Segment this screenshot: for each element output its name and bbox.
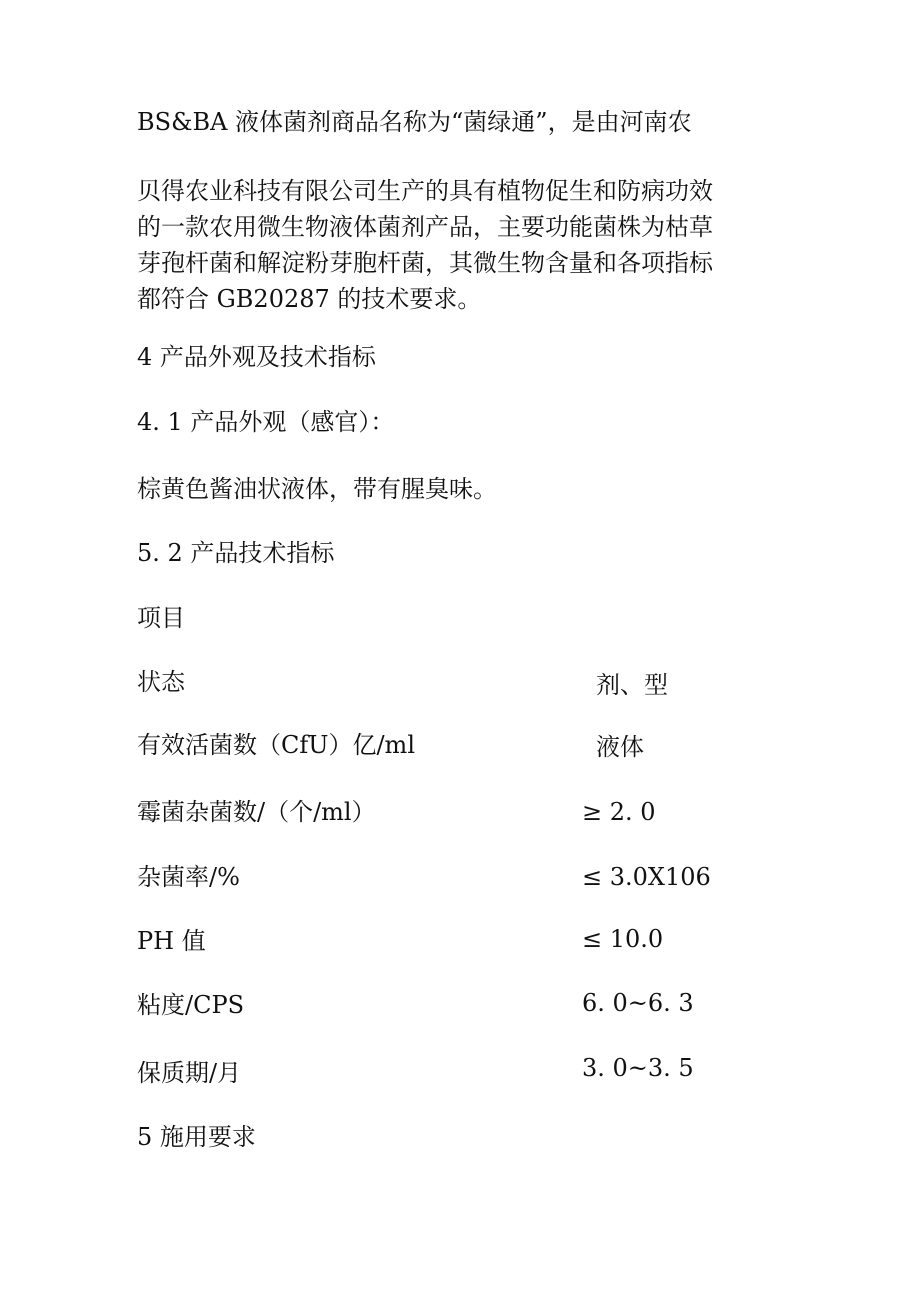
section-4-heading: 4 产品外观及技术指标 [137,343,376,371]
intro-paragraph-line: 贝得农业科技有限公司生产的具有植物促生和防病功效 [137,177,713,205]
spec-label: PH 值 [137,927,206,955]
spec-value: ≤ 3.0X106 [582,863,711,891]
intro-paragraph-line: 芽孢杆菌和解淀粉芽胞杆菌，其微生物含量和各项指标 [137,249,713,277]
spec-label: 状态 [137,668,185,696]
intro-first-line: BS&BA 液体菌剂商品名称为“菌绿通”，是由河南农 [137,108,692,136]
appearance-description: 棕黄色酱油状液体，带有腥臭味。 [137,475,497,503]
intro-paragraph-line: 都符合 GB20287 的技术要求。 [137,285,482,313]
section-5-heading: 5 施用要求 [137,1123,256,1151]
section-5-2-heading: 5. 2 产品技术指标 [137,539,335,567]
spec-label: 项目 [137,604,185,632]
spec-value-clipped [560,1051,760,1082]
section-4-1-heading: 4. 1 产品外观（感官）： [137,408,395,436]
spec-value: ≤ 10.0 [582,925,664,953]
spec-label: 霉菌杂菌数/（个/ml） [137,798,376,826]
spec-label: 粘度/CPS [137,991,245,1019]
spec-value: ≥ 2. 0 [582,798,656,826]
spec-value: 6. 0~6. 3 [582,989,694,1017]
spec-label: 保质期/月 [137,1059,242,1087]
spec-value: 液体 [596,733,644,761]
spec-value: 剂、型 [596,671,668,699]
spec-value: 3. 0~3. 5 [582,1054,694,1082]
intro-paragraph-line: 的一款农用微生物液体菌剂产品，主要功能菌株为枯草 [137,213,713,241]
spec-label: 有效活菌数（CfU）亿/ml [137,731,415,759]
intro-paragraph [137,173,787,317]
spec-label: 杂菌率/% [137,863,240,891]
